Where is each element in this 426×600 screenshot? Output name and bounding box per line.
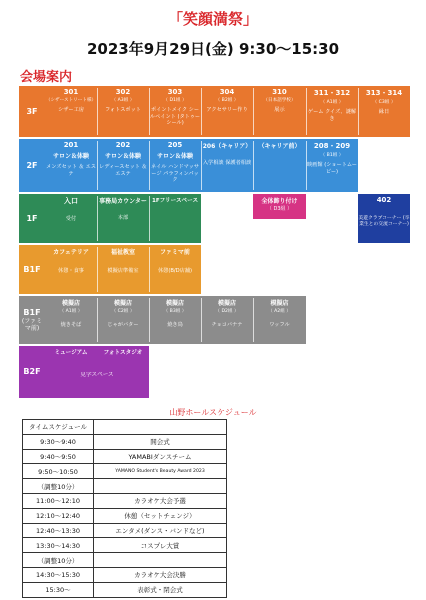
room-310: 310 （日本語学校） 展示 — [263, 88, 296, 114]
floor-label-b1f-famima: B1F (ファミマ前) — [19, 296, 45, 344]
schedule-row: 11:00〜12:10 カラオケ大会予選 — [23, 493, 227, 508]
stall-a1: 模擬店 （ A1組 ） 焼きそば — [59, 300, 83, 329]
schedule-row: 9:50〜10:50 YAMANO Student's Beauty Award 2023 — [23, 464, 227, 479]
decoration-area: 全体飾り付け （ D3組 ） — [253, 194, 306, 219]
free-space-1f: 1Fフリースペース — [151, 198, 199, 204]
museum-label: ミュージアム — [54, 350, 88, 356]
room-208-209: 208・209 （ B1組 ） 映画館 (ショートムービー) — [307, 142, 357, 175]
event-title: 「笑顔満祭」 — [167, 10, 258, 28]
room-304: 304 （ B2組 ） アクセサリー作り — [206, 88, 248, 114]
schedule-row: 14:30〜15:30 カラオケ大会決勝 — [23, 567, 227, 582]
floor-label-b1f: B1F — [19, 245, 45, 294]
area-career-front: （キャリア前） — [258, 143, 301, 150]
room-303: 303 （ D1組 ） ポイントメイク シールペイント (タトゥーシール) — [149, 88, 201, 127]
room-205: 205 サロン＆体験 ネイル ハンドマッサージ パラフィンパック — [150, 141, 200, 183]
schedule-row: 13:30〜14:30 コスプレ大賞 — [23, 538, 227, 553]
photo-studio-label: フォトスタジオ — [103, 350, 143, 356]
schedule-row: 12:10〜12:40 休憩（セットチェンジ） — [23, 508, 227, 523]
welfare-classroom: 福祉教室 模擬店準備室 — [107, 249, 139, 274]
room-202: 202 サロン＆体験 レディースセット ＆ エステ — [99, 141, 147, 177]
viewing-space: 見学スペース — [80, 372, 114, 378]
room-313-314: 313・314 （ C3組 ） 縁日 — [365, 89, 403, 116]
stall-b3: 模擬店 （ B3組 ） 焼き鳥 — [163, 300, 187, 329]
schedule-row: 15:30〜 表彰式・閉会式 — [23, 582, 227, 597]
schedule-row: 12:40〜13:30 エンタメ(ダンス・バンドなど) — [23, 523, 227, 538]
cafeteria: カフェテリア 休憩・食事 — [53, 249, 89, 274]
floor-label-3f: 3F — [19, 86, 45, 137]
room-302: 302 （ A3組 ） フォトスポット — [104, 88, 141, 114]
schedule-row: （調整10分） — [23, 553, 227, 568]
schedule-header-row — [23, 420, 227, 435]
office-counter: 事務局カウンター 本部 — [99, 198, 147, 221]
schedule-header: タイムスケジュール — [23, 420, 94, 435]
hall-schedule-title: 山野ホールスケジュール — [169, 408, 257, 417]
famima-front: ファミマ前 休憩(B/D店舗) — [157, 249, 193, 274]
stall-a2: 模擬店 （ A2組 ） ワッフル — [268, 300, 291, 329]
room-206: 206（キャリア） 入学相談 保護者相談 — [202, 143, 252, 166]
schedule-table — [22, 419, 227, 598]
schedule-row: （調整10分） — [23, 479, 227, 494]
stall-c2: 模擬店 （ C2組 ） じゃがバター — [107, 300, 139, 329]
room-201: 201 サロン＆体験 メンズセット ＆ エステ — [46, 141, 96, 177]
room-402: 402 美遊クラブコーナー (卒業生との交流コーナー) — [358, 194, 410, 243]
room-311-312: 311・312 （ A1組 ） ゲーム クイズ、謎解き — [307, 89, 357, 122]
schedule-row: 9:40〜9:50 YAMABIダンスチーム — [23, 449, 227, 464]
entrance: 入口 受付 — [64, 197, 78, 222]
floor-label-b2f: B2F — [19, 346, 45, 398]
room-301: 301 （シザーストリート様） シザー工房 — [45, 88, 97, 114]
section-title: 会場案内 — [20, 70, 73, 85]
floor-label-1f: 1F — [19, 194, 45, 243]
stall-d2: 模擬店 （ D2組 ） チョコバナナ — [211, 300, 243, 329]
floor-label-2f: 2F — [19, 139, 45, 192]
event-date: 2023年9月29日(金) 9:30〜15:30 — [86, 40, 340, 58]
schedule-row: 9:30〜9:40 開会式 — [23, 434, 227, 449]
